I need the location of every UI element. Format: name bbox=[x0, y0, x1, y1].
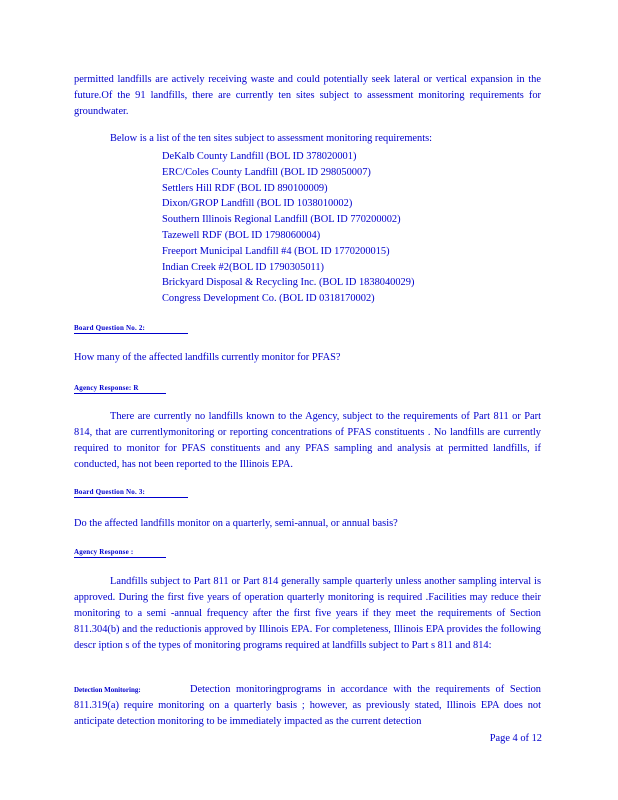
opening-paragraph: permitted landfills are actively receiving waste and could potentially seek lateral or vertical expansion in the future.Of the 91 landfills, there are currently ten sites subject to assessment monitoring requirements for groundwater. bbox=[74, 74, 541, 117]
response-2-paragraph: There are currently no landfills known to the Agency, subject to the requirements of Part 811 or Part 814, that are currentlymonitoring or reporting concentrations of PFAS constituents . No landfills are currently required to monitor for PFAS constituents and any PFAS sampling and analysis at permitted landfills, if conducted, has not been reported to the Illinois EPA. bbox=[74, 411, 541, 470]
question-3-text: Do the affected landfills monitor on a quarterly, semi-annual, or annual basis? bbox=[74, 518, 398, 529]
site-list bbox=[146, 149, 414, 307]
board-question-3-heading: Board Question No. 3: bbox=[74, 488, 188, 498]
detection-monitoring-paragraph bbox=[74, 682, 541, 730]
list-item: Congress Development Co. (BOL ID 0318170002) bbox=[162, 293, 375, 305]
list-item: Southern Illinois Regional Landfill (BOL ID 770200002) bbox=[162, 214, 401, 226]
list-item: DeKalb County Landfill (BOL ID 378020001) bbox=[162, 151, 357, 162]
list-item: Brickyard Disposal & Recycling Inc. (BOL ID 1838040029) bbox=[162, 277, 415, 289]
agency-response-3-heading: Agency Response : bbox=[74, 548, 166, 558]
agency-response-2-heading: Agency Response: R bbox=[74, 384, 166, 394]
question-2-text: How many of the affected landfills currently monitor for PFAS? bbox=[74, 352, 341, 363]
site-list-intro: Below is a list of the ten sites subject to assessment monitoring requirements: bbox=[110, 133, 433, 144]
detection-monitoring-label: Detection Monitoring: bbox=[74, 686, 141, 694]
page-number: Page 4 of 12 bbox=[489, 733, 542, 744]
list-item: Dixon/GROP Landfill (BOL ID 1038010002) bbox=[162, 198, 353, 210]
detection-monitoring-text: Detection monitoringprograms in accordance with the requirements of Section 811.319(a) require monitoring on a quarterly basis ; however, as previously stated, Illinois EPA does not anticipate detection monitoring to be immediately impacted as the current detection bbox=[74, 684, 541, 727]
list-item: Freeport Municipal Landfill #4 (BOL ID 1770200015) bbox=[162, 245, 390, 257]
list-item: ERC/Coles County Landfill (BOL ID 298050007) bbox=[162, 166, 371, 178]
list-item: Tazewell RDF (BOL ID 1798060004) bbox=[162, 229, 321, 241]
list-item: Settlers Hill RDF (BOL ID 890100009) bbox=[162, 182, 328, 194]
list-item: Indian Creek #2(BOL ID 1790305011) bbox=[162, 261, 324, 273]
response-3-paragraph: Landfills subject to Part 811 or Part 814 generally sample quarterly unless another sampling interval is approved. During the first five years of operation quarterly monitoring is required .Facilities may reduce their monitoring to a semi -annual frequency after the first five years if they meet the requirements of Section 811.304(b) and the reductionis approved by Illinois EPA. For completeness, Illinois EPA provides the following descr iption s of the types of monitoring programs required at landfills subject to Part s 811 and 814: bbox=[74, 576, 541, 651]
board-question-2-heading: Board Question No. 2: bbox=[74, 324, 188, 334]
